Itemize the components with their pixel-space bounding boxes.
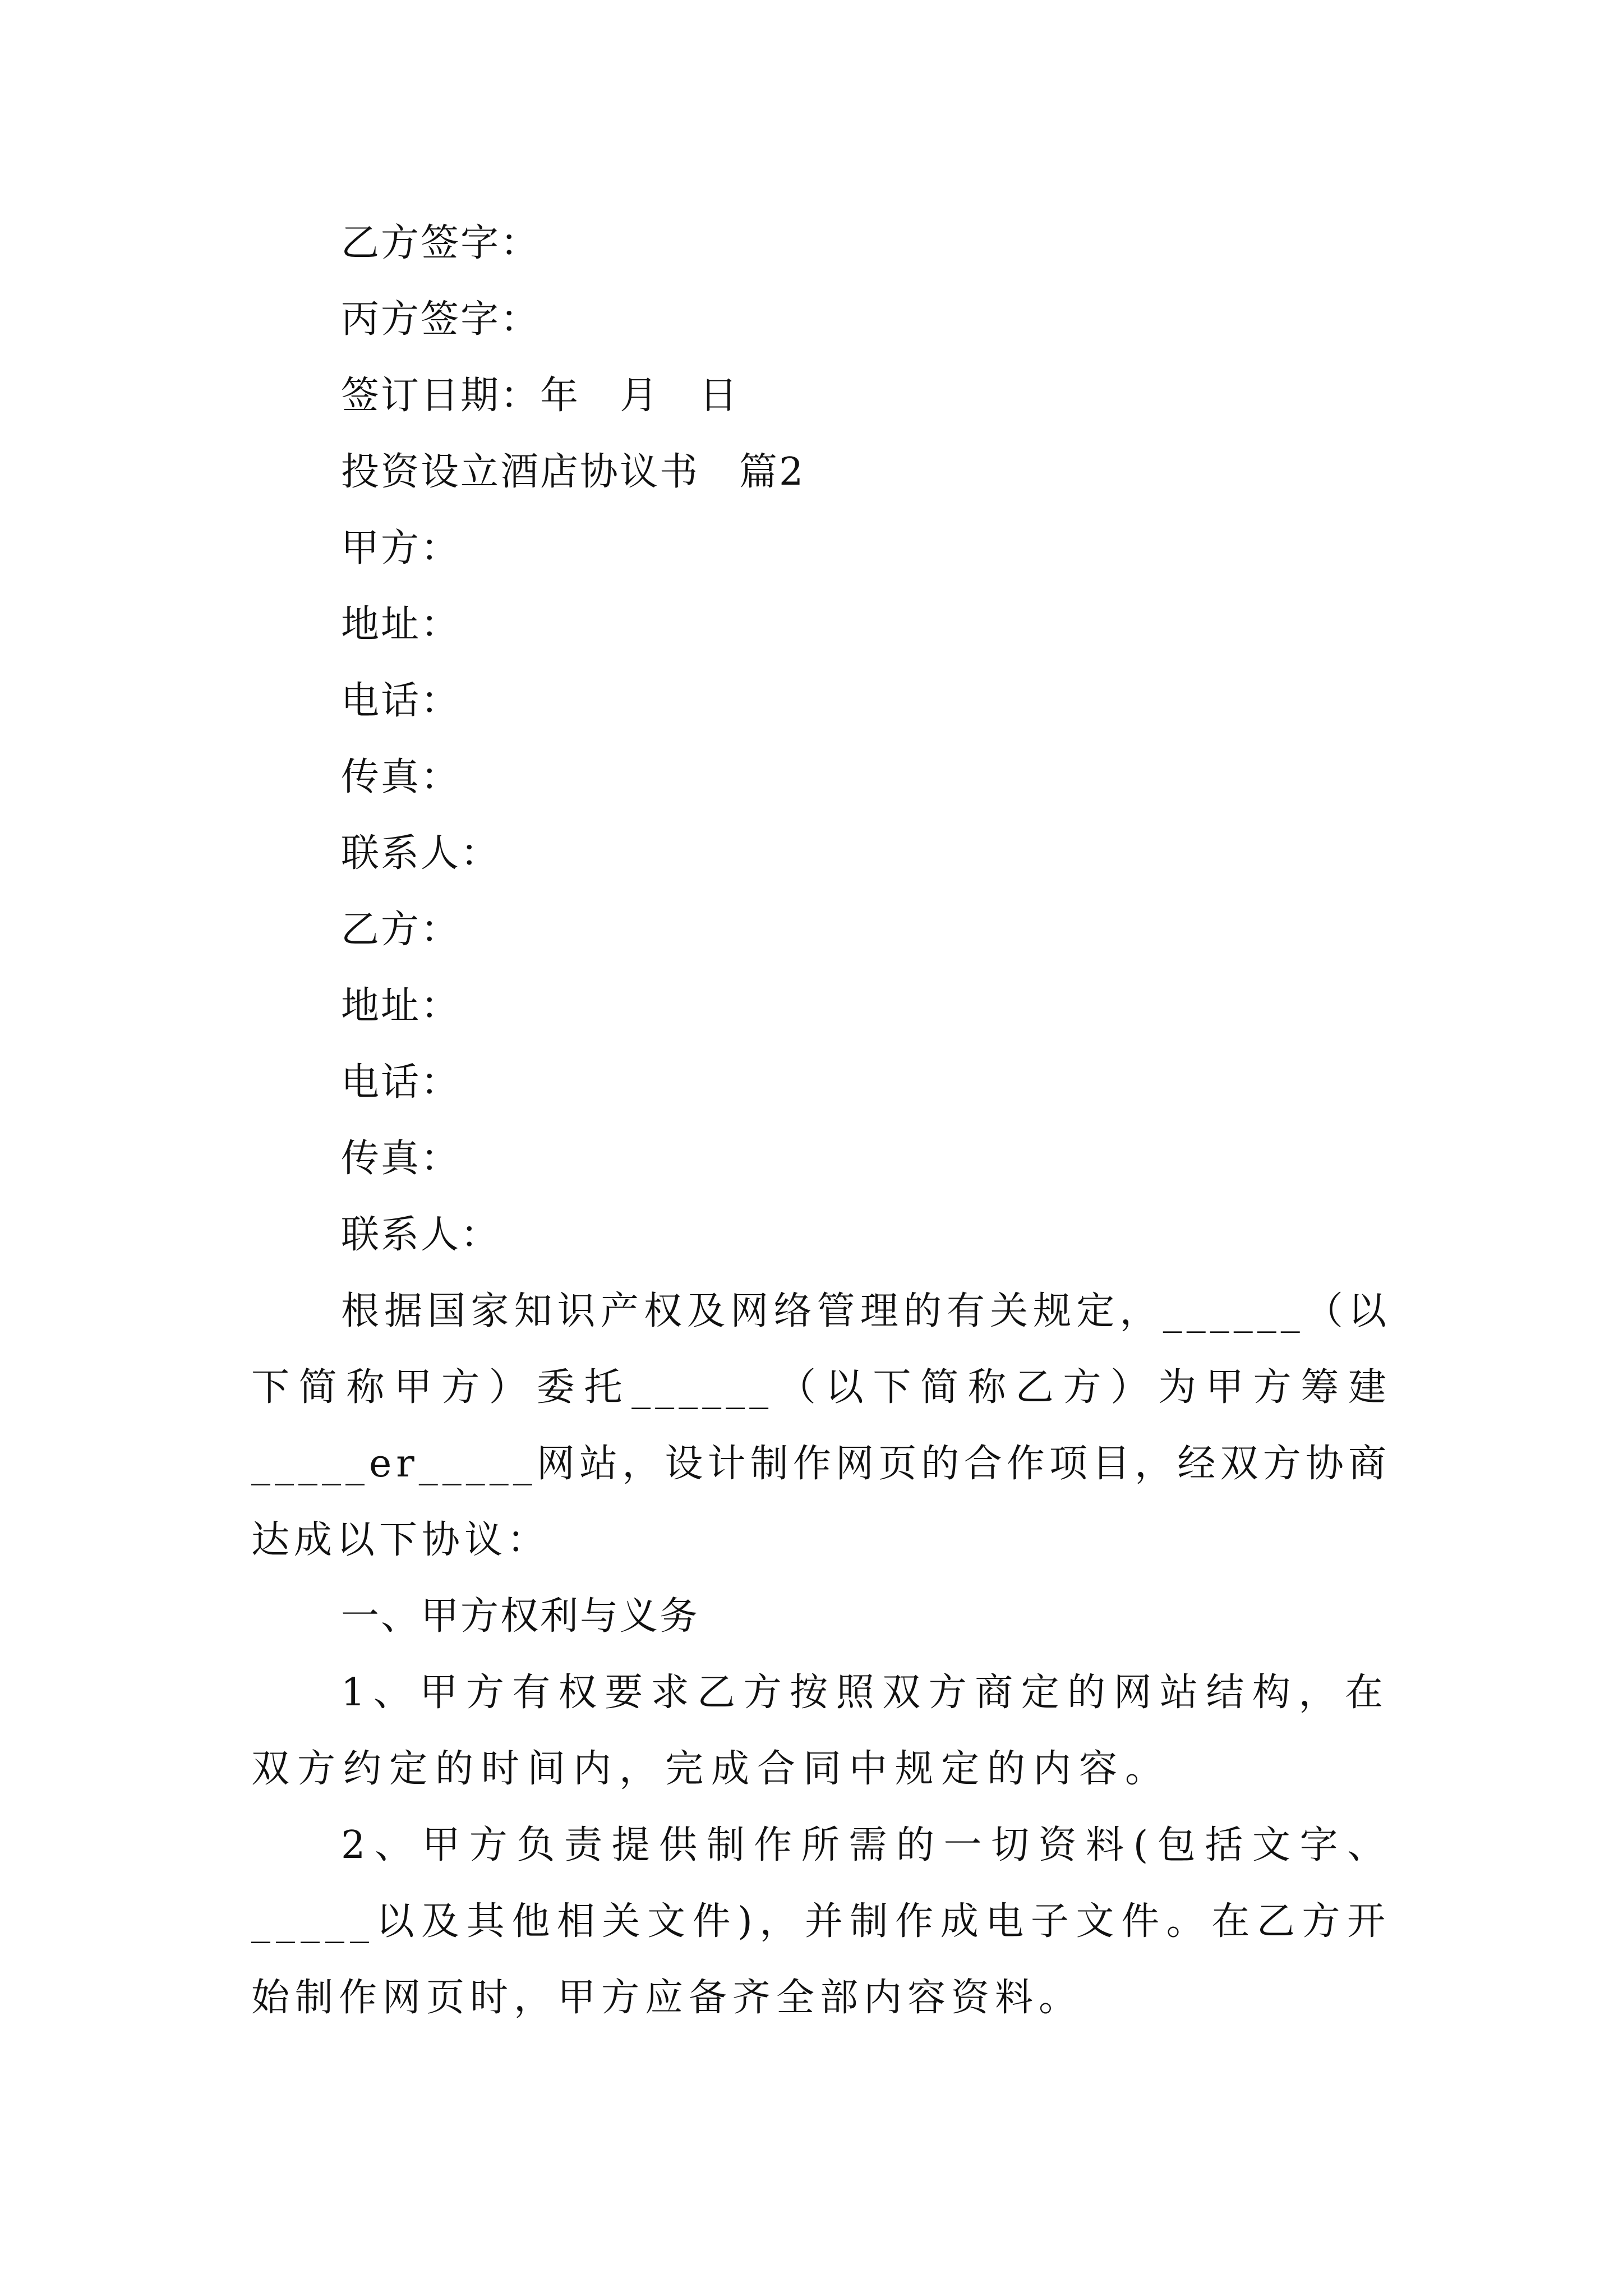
signing-date-line: 签订日期：年 月 日 [341, 374, 740, 418]
party-b-address: 地址： [341, 984, 461, 1028]
party-b-label: 乙方： [341, 908, 461, 952]
party-b-phone: 电话： [341, 1060, 461, 1105]
party-b-signature-line: 乙方签字： [341, 221, 541, 265]
party-b-fax: 传真： [341, 1137, 461, 1181]
party-a-phone: 电话： [341, 679, 461, 723]
party-a-label: 甲方： [341, 526, 461, 570]
clause-1-paragraph: 1、甲方有权要求乙方按照双方商定的网站结构，在双方约定的时间内，完成合同中规定的内容。 [251, 1671, 1391, 1791]
document-body [251, 205, 1391, 2036]
party-a-contact: 联系人： [341, 831, 501, 876]
party-a-address: 地址： [341, 602, 461, 647]
party-b-contact: 联系人： [341, 1213, 501, 1257]
intro-paragraph: 根据国家知识产权及网络管理的有关规定，______（以下简称甲方）委托______（以下简称乙方）为甲方筹建_____er_____网站，设计制作网页的合作项目，经双方协商达成以下协议： [251, 1289, 1391, 1562]
party-a-fax: 传真： [341, 755, 461, 799]
clause-2-paragraph: 2、甲方负责提供制作所需的一切资料(包括文字、_____以及其他相关文件)，并制作成电子文件。在乙方开始制作网页时，甲方应备齐全部内容资料。 [251, 1823, 1391, 2020]
agreement-title: 投资设立酒店协议书 篇2 [341, 450, 805, 494]
party-c-signature-line: 丙方签字： [341, 297, 541, 342]
section-1-heading: 一、甲方权利与义务 [341, 1594, 700, 1639]
